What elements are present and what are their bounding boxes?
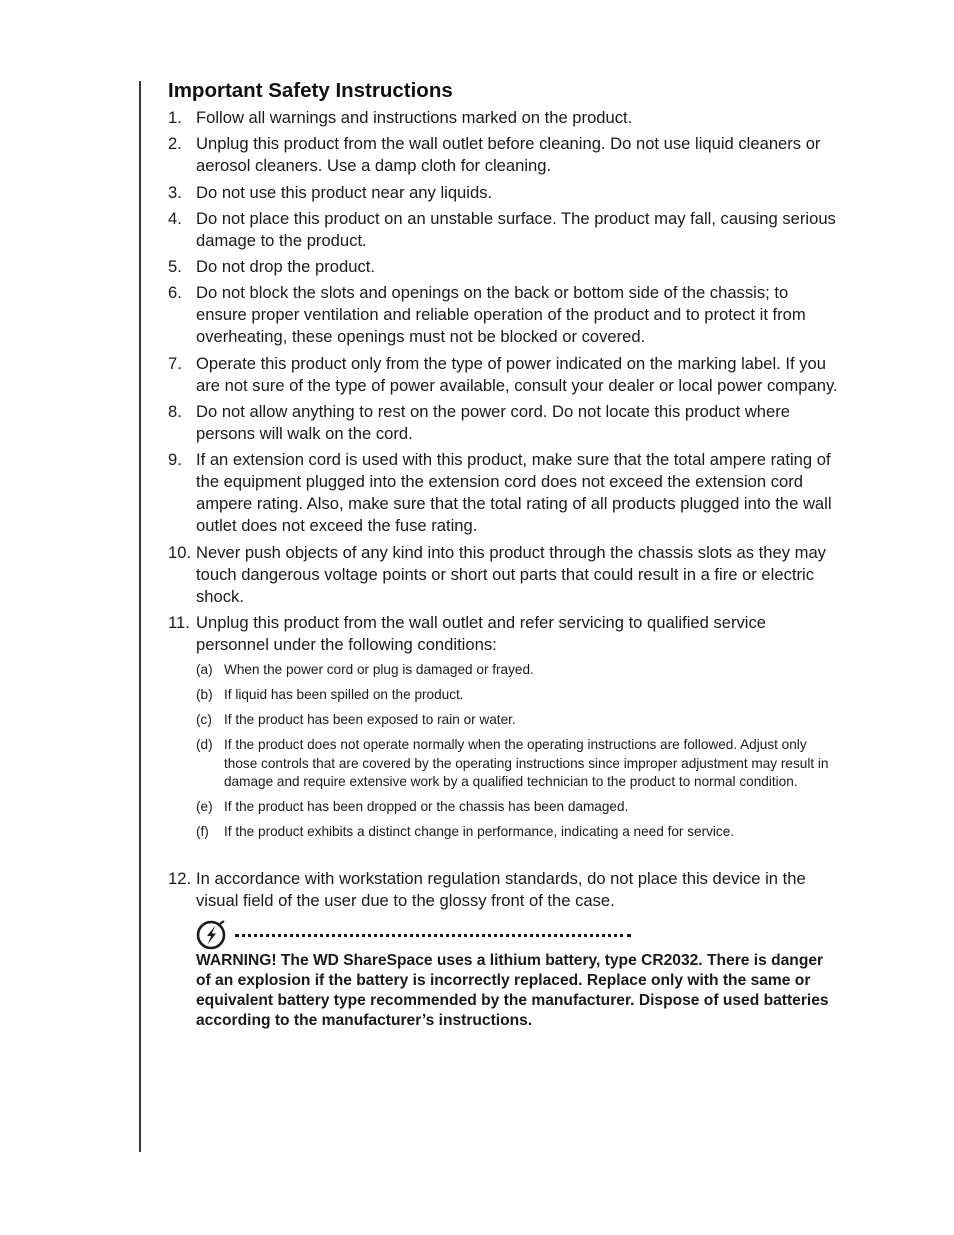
item-number: 4. <box>168 208 182 228</box>
item-number: 5. <box>168 257 182 277</box>
list-item <box>168 208 840 252</box>
item-number: 8. <box>168 402 182 422</box>
sub-item-letter: (b) <box>196 686 213 702</box>
item-text: Unplug this product from the wall outlet before cleaning. Do not use liquid cleaners or aerosol cleaners. Use a damp cloth for cleaning. <box>196 134 821 176</box>
list-item <box>168 133 840 177</box>
item-number: 10. <box>168 542 192 562</box>
warning-block <box>196 920 840 1031</box>
list-item <box>168 256 840 278</box>
sub-list-item <box>196 686 840 705</box>
sub-item-text: If liquid has been spilled on the product. <box>224 686 464 702</box>
sub-item-letter: (c) <box>196 711 212 727</box>
item-number: 11. <box>168 612 190 632</box>
sub-list-item <box>196 661 840 680</box>
item-body <box>196 612 840 848</box>
sub-item-text: When the power cord or plug is damaged or frayed. <box>224 661 534 677</box>
item-text: Unplug this product from the wall outlet and refer servicing to qualified service personnel under the following conditions: <box>196 612 767 654</box>
list-item <box>168 282 840 348</box>
sub-item-text: If the product has been exposed to rain or water. <box>224 711 516 727</box>
item-text: Do not drop the product. <box>196 257 375 277</box>
sub-list-item <box>196 798 840 817</box>
list-item <box>168 107 840 129</box>
conditions-sublist <box>196 661 840 842</box>
item-text: Do not allow anything to rest on the power cord. Do not locate this product where persons will walk on the cord. <box>196 402 791 444</box>
sub-list-item <box>196 823 840 842</box>
sub-item-letter: (a) <box>196 661 213 677</box>
sub-item-text: If the product has been dropped or the chassis has been damaged. <box>224 799 629 815</box>
margin-rule <box>139 81 141 1152</box>
item-number: 9. <box>168 450 182 470</box>
item-number: 7. <box>168 353 182 373</box>
item-text: Do not place this product on an unstable surface. The product may fall, causing serious damage to the product. <box>196 208 836 250</box>
warning-text: WARNING! The WD ShareSpace uses a lithium battery, type CR2032. There is danger of an explosion if the battery is incorrectly replaced. Replace only with the same or equivalent battery type recommended by the manufacturer. Dispose of used batteries according to the manufacturer’s instructions. <box>196 952 829 1030</box>
item-number: 6. <box>168 283 182 303</box>
sub-item-text: If the product does not operate normally when the operating instructions are followed. Adjust only those controls that are covered by the operating instructions since improper adjustment may result in damage and require extensive work by a qualified technician to the product to normal condition. <box>224 736 829 790</box>
list-item <box>168 353 840 397</box>
page-content <box>168 78 840 1031</box>
page-title: Important Safety Instructions <box>168 79 453 102</box>
item-text: Never push objects of any kind into this product through the chassis slots as they may touch dangerous voltage points or short out parts that could result in a fire or electric shock. <box>196 542 826 606</box>
item-number: 12. <box>168 869 192 889</box>
item-text: Do not use this product near any liquids. <box>196 182 493 202</box>
safety-instructions-list <box>168 107 840 912</box>
sub-item-letter: (f) <box>196 824 209 840</box>
sub-list-item <box>196 736 840 792</box>
sub-item-letter: (e) <box>196 799 213 815</box>
item-text: If an extension cord is used with this product, make sure that the total ampere rating of the equipment plugged into the extension cord does not exceed the extension cord ampere rating. Also, make sure that the total rating of all products plugged into the wall outlet does not exceed the fuse rating. <box>196 450 832 536</box>
sub-list-item <box>196 711 840 730</box>
item-text: In accordance with workstation regulation standards, do not place this device in the visual field of the user due to the glossy front of the case. <box>196 869 806 911</box>
item-text: Follow all warnings and instructions marked on the product. <box>196 108 633 127</box>
list-item <box>168 542 840 608</box>
item-number: 2. <box>168 134 182 154</box>
list-item <box>168 182 840 204</box>
sub-item-text: If the product exhibits a distinct change in performance, indicating a need for service. <box>224 824 735 840</box>
item-number: 1. <box>168 108 182 127</box>
list-item <box>168 868 840 912</box>
list-item <box>168 449 840 537</box>
warning-header <box>196 920 840 950</box>
sub-item-letter: (d) <box>196 736 213 752</box>
warning-bolt-icon <box>196 920 227 950</box>
item-number: 3. <box>168 182 182 202</box>
dotted-divider <box>235 934 631 937</box>
item-text: Operate this product only from the type of power indicated on the marking label. If you are not sure of the type of power available, consult your dealer or local power company. <box>196 353 838 395</box>
list-item <box>168 612 840 848</box>
list-item <box>168 401 840 445</box>
item-text: Do not block the slots and openings on the back or bottom side of the chassis; to ensure proper ventilation and reliable operation of the product and to protect it from overheating, these openings must not be blocked or covered. <box>196 283 806 347</box>
